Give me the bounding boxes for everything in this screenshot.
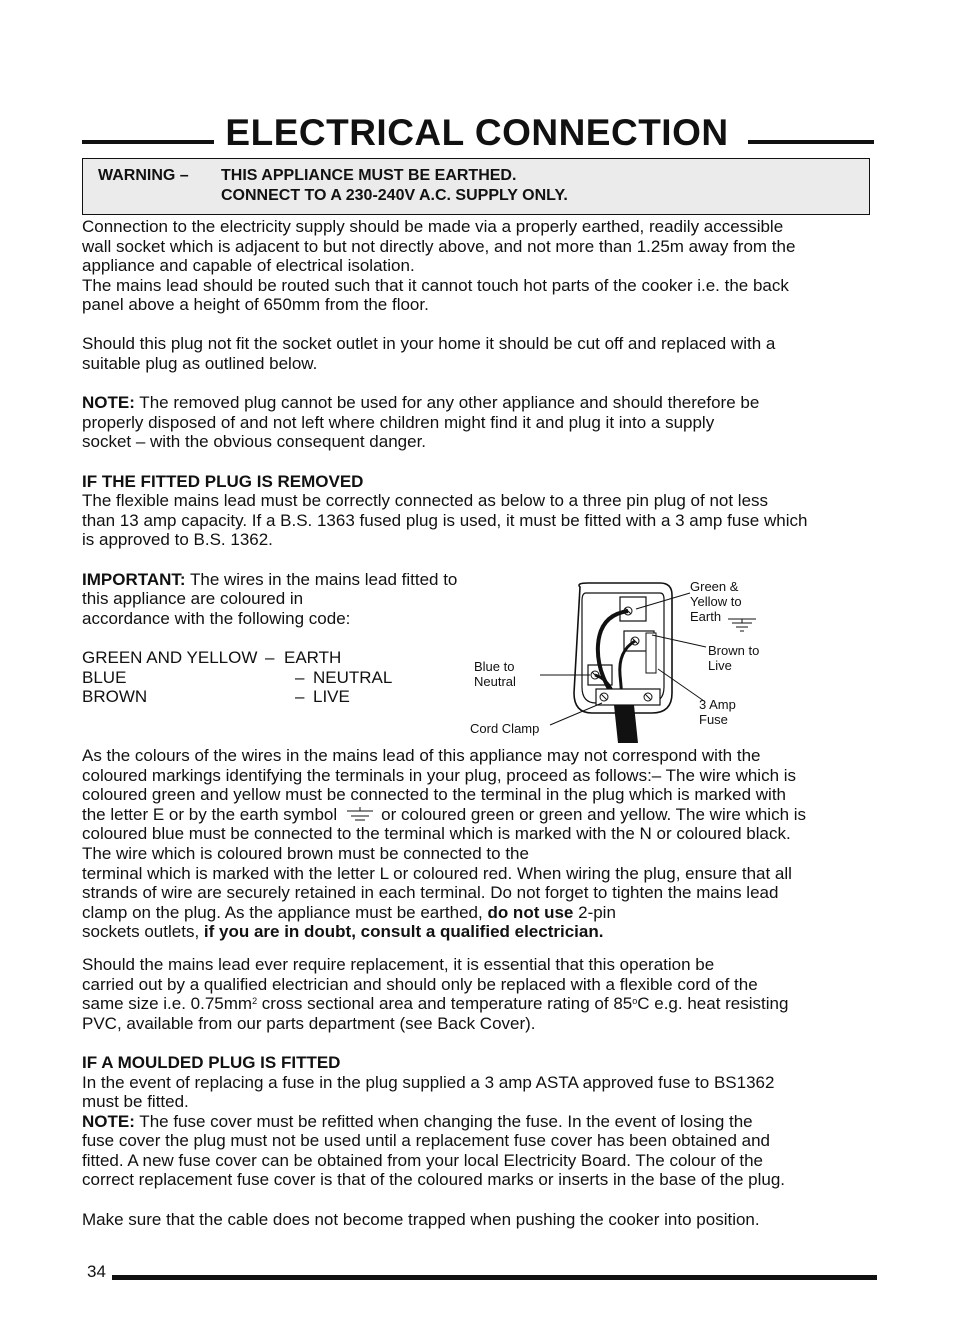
wire-sep: – [265,648,275,667]
intro-line: wall socket which is adjacent to but not directly above, and not more than 1.25m away from the [82,237,796,256]
important-label: IMPORTANT: [82,570,186,589]
label-3-amp-fuse: 3 Amp Fuse [699,697,736,727]
colours-line: coloured markings identifying the terminals in your plug, proceed as follows:– The wire which is [82,766,797,785]
footer-rule [112,1275,877,1280]
section-heading-removed: IF THE FITTED PLUG IS REMOVED [82,472,364,491]
section-heading-moulded: IF A MOULDED PLUG IS FITTED [82,1053,341,1072]
important-line: accordance with the following code: [82,609,351,628]
replacement-line: same size i.e. $0.75mm^2$ cross sectional area and temperature rating of 85$^o$C e.g. heat resisting [82,994,789,1013]
replacement-line: carried out by a qualified electrician and should only be replaced with a flexible cord of the [82,975,758,994]
intro-line: appliance and capable of electrical isolation. [82,256,415,275]
warning-line-2: CONNECT TO A 230-240V A.C. SUPPLY ONLY. [221,187,568,204]
label-brown-live: Brown to Live [708,643,760,673]
important-paragraph [82,570,457,590]
wire-sep: – [295,687,305,706]
warning-line-1: THIS APPLIANCE MUST BE EARTHED. [221,167,517,184]
moulded-line: fitted. A new fuse cover can be obtained from your local Electricity Board. The colour of the [82,1151,763,1170]
moulded-line: must be fitted. [82,1092,189,1111]
note-text: The removed plug cannot be used for any other appliance and should therefore be [134,393,760,412]
note-line: socket – with the obvious consequent danger. [82,432,427,451]
wire-role: LIVE [313,687,350,706]
wire-role: NEUTRAL [313,668,393,687]
colours-line: coloured blue must be connected to the terminal which is marked with the N or coloured black. [82,824,791,843]
label-cord-clamp: Cord Clamp [470,721,540,736]
warning-box [82,158,870,215]
removed-line: than 13 amp capacity. If a B.S. 1363 fused plug is used, it must be fitted with a 3 amp fuse which [82,511,808,530]
colours-line: strands of wire are securely retained in each terminal. Do not forget to tighten the mains lead [82,883,779,902]
page-number: 34 [87,1262,106,1281]
colours-line: As the colours of the wires in the mains lead of this appliance may not correspond with the [82,746,761,765]
moulded-line: correct replacement fuse cover is that of the coloured marks or inserts in the base of the plug. [82,1170,786,1189]
wire-role: EARTH [284,648,342,667]
colours-line: clamp on the plug. As the appliance must be earthed, do not use 2-pin [82,903,616,922]
intro-line: panel above a height of 650mm from the floor. [82,295,429,314]
label-blue-neutral: Blue to Neutral [474,659,516,689]
important-line: this appliance are coloured in [82,589,304,608]
moulded-line: fuse cover the plug must not be used until a replacement fuse cover has been obtained and [82,1131,771,1150]
removed-line: is approved to B.S. 1362. [82,530,273,549]
plug-fit-line: Should this plug not fit the socket outlet in your home it should be cut off and replaced with a [82,334,776,353]
moulded-note: NOTE: The fuse cover must be refitted when changing the fuse. In the event of losing the [82,1112,753,1131]
moulded-line: In the event of replacing a fuse in the plug supplied a 3 amp ASTA approved fuse to BS1362 [82,1073,775,1092]
important-text: The wires in the mains lead fitted to [185,570,458,589]
intro-line: The mains lead should be routed such that it cannot touch hot parts of the cooker i.e. the back [82,276,789,295]
note-label: NOTE: [82,393,135,412]
replacement-line: Should the mains lead ever require replacement, it is essential that this operation be [82,955,715,974]
wire-colour: BROWN [82,687,148,706]
replacement-line: PVC, available from our parts department (see Back Cover). [82,1014,536,1033]
label-green-yellow-earth: Green & Yellow to Earth [690,579,742,624]
colours-line: sockets outlets, if you are in doubt, consult a qualified electrician. [82,922,604,941]
wire-sep: – [295,668,305,687]
page-title: ELECTRICAL CONNECTION [225,112,729,153]
note-paragraph [82,393,759,413]
colours-line: coloured green and yellow must be connected to the terminal in the plug which is marked with [82,785,786,804]
colours-line-earth: the letter E or by the earth symbol or coloured green or green and yellow. The wire which is [82,805,807,824]
wire-colour: BLUE [82,668,127,687]
wire-colour: GREEN AND YELLOW [82,648,258,667]
colours-line: The wire which is coloured brown must be connected to the [82,844,529,863]
intro-line: Connection to the electricity supply should be made via a properly earthed, readily accessible [82,217,784,236]
note-line: properly disposed of and not left where children might find it and plug it into a supply [82,413,715,432]
warning-label: WARNING – [98,167,189,184]
final-note: Make sure that the cable does not become trapped when pushing the cooker into position. [82,1210,760,1229]
earth-symbol-icon [345,807,375,823]
removed-line: The flexible mains lead must be correctly connected as below to a three pin plug of not less [82,491,769,510]
plug-fit-line: suitable plug as outlined below. [82,354,318,373]
colours-line: terminal which is marked with the letter L or coloured red. When wiring the plug, ensure that all [82,864,792,883]
